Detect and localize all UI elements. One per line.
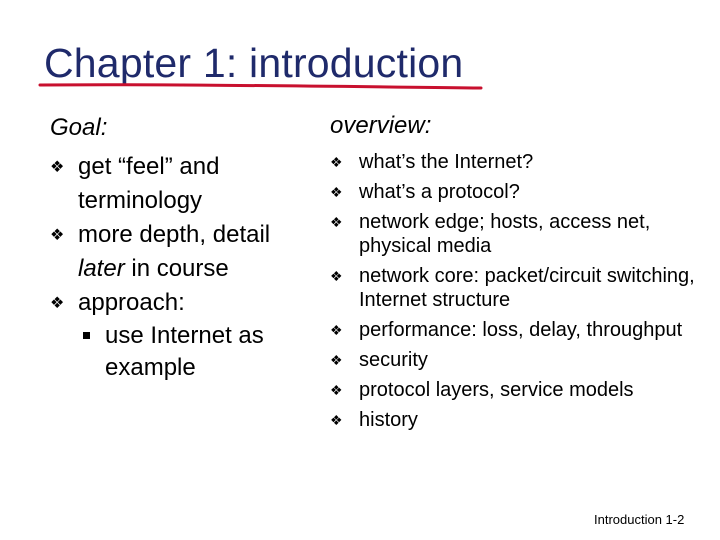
diamond-bullet-icon: ❖ bbox=[330, 214, 343, 230]
overview-item bbox=[330, 210, 715, 258]
overview-item-text: what’s a protocol? bbox=[359, 181, 520, 203]
diamond-bullet-icon: ❖ bbox=[330, 382, 343, 398]
slide-title: Chapter 1: introduction bbox=[44, 40, 464, 86]
overview-item-text: history bbox=[359, 409, 418, 431]
diamond-bullet-icon: ❖ bbox=[330, 154, 343, 170]
overview-item bbox=[330, 264, 715, 312]
overview-item-text: network core: packet/circuit switching, Internet structure bbox=[359, 265, 695, 311]
diamond-bullet-icon: ❖ bbox=[330, 268, 343, 284]
square-bullet-icon bbox=[83, 332, 90, 339]
goal-item bbox=[50, 286, 320, 320]
overview-item-text: what’s the Internet? bbox=[359, 151, 534, 173]
overview-item-text: network edge; hosts, access net, physical media bbox=[359, 211, 651, 257]
diamond-bullet-icon: ❖ bbox=[330, 322, 343, 338]
overview-item bbox=[330, 408, 715, 432]
overview-item-text: security bbox=[359, 349, 428, 371]
goal-item-text: more depth, detail bbox=[78, 221, 271, 248]
goal-item-text: get “feel” and terminology bbox=[78, 153, 220, 214]
overview-heading: overview: bbox=[330, 112, 432, 139]
goal-item bbox=[50, 150, 320, 218]
diamond-bullet-icon: ❖ bbox=[50, 159, 65, 176]
goal-section bbox=[50, 114, 320, 384]
diamond-bullet-icon: ❖ bbox=[50, 227, 65, 244]
goal-item-text: in course bbox=[124, 255, 229, 282]
slide-footer: Introduction 1-2 bbox=[594, 512, 685, 527]
goal-subitem-text: use Internet as example bbox=[105, 322, 264, 381]
diamond-bullet-icon: ❖ bbox=[330, 412, 343, 428]
goal-item-emphasis: later bbox=[78, 255, 125, 282]
goal-item bbox=[50, 218, 320, 286]
overview-section bbox=[330, 112, 715, 438]
overview-list bbox=[330, 150, 715, 432]
overview-item-text: performance: loss, delay, throughput bbox=[359, 319, 683, 341]
diamond-bullet-icon: ❖ bbox=[330, 352, 343, 368]
goal-heading: Goal: bbox=[50, 114, 108, 141]
diamond-bullet-icon: ❖ bbox=[330, 184, 343, 200]
overview-item bbox=[330, 348, 715, 372]
diamond-bullet-icon: ❖ bbox=[50, 295, 65, 312]
overview-item-text: protocol layers, service models bbox=[359, 379, 634, 401]
goal-subitem bbox=[50, 320, 320, 384]
overview-item bbox=[330, 378, 715, 402]
goal-item-text: approach: bbox=[78, 289, 185, 316]
overview-item bbox=[330, 180, 715, 204]
title-underline bbox=[36, 78, 486, 94]
overview-item bbox=[330, 150, 715, 174]
overview-item bbox=[330, 318, 715, 342]
